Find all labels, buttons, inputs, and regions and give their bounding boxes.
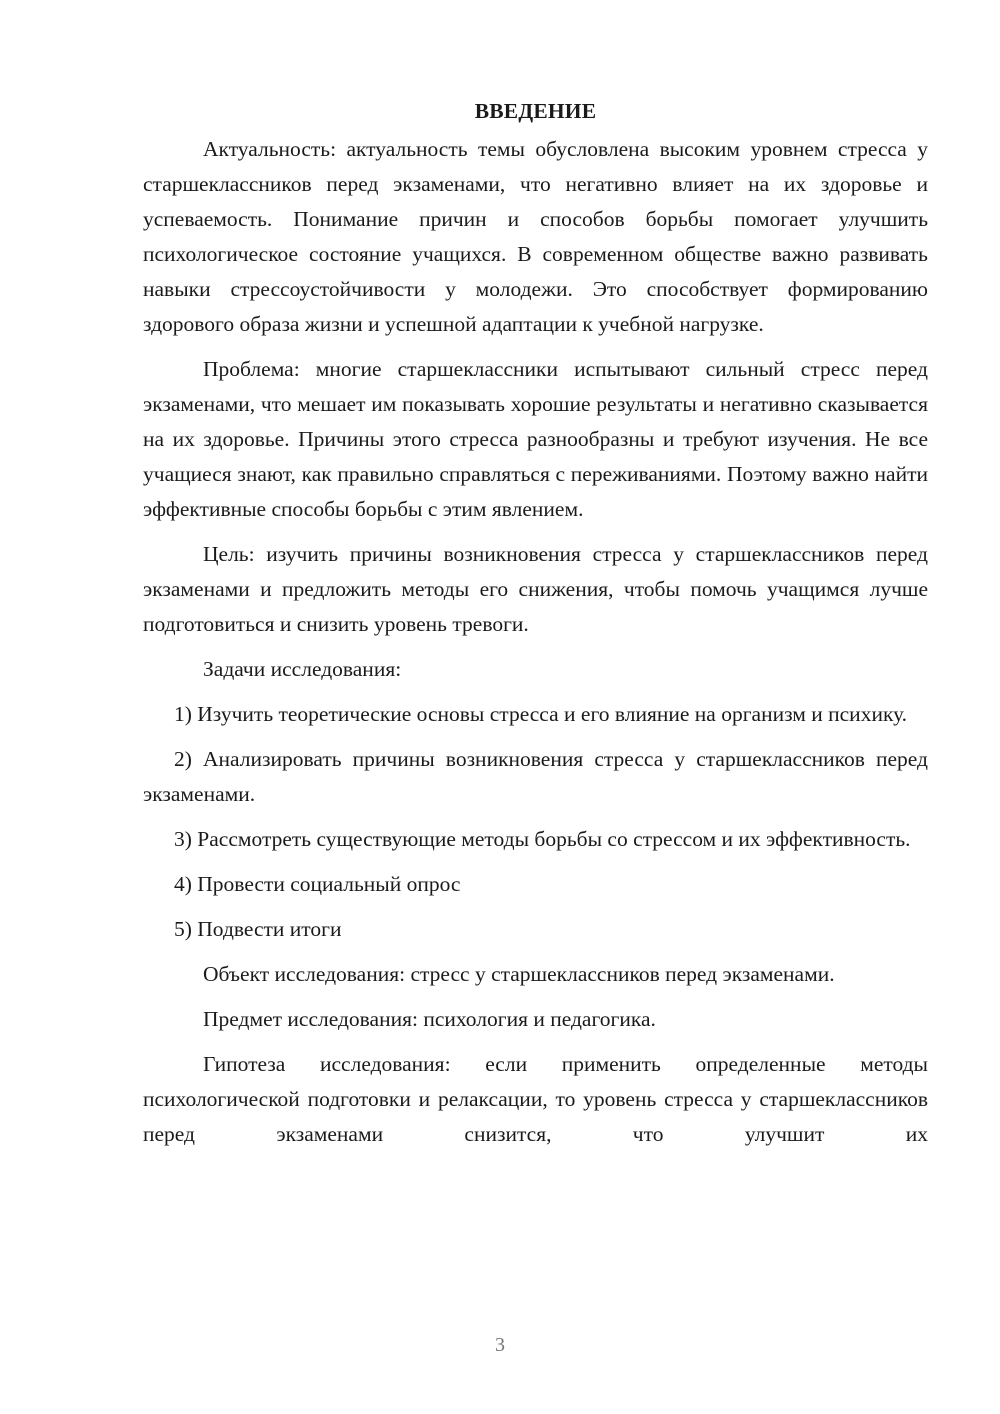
page-content: [143, 94, 928, 1162]
task-item-2: 2) Анализировать причины возникновения стресса у старшеклассников перед экзаменами.: [143, 747, 928, 806]
relevance-paragraph: Актуальность: актуальность темы обусловлена высоким уровнем стресса у старшеклассников перед экзаменами, что негативно влияет на их здоровье и успеваемость. Понимание причин и способов борьбы помогает улучшить психологическое состояние учащихся. В современном обществе важно развивать навыки стрессоустойчивости у молодежи. Это способствует формированию здорового образа жизни и успешной адаптации к учебной нагрузке.: [143, 137, 928, 336]
task-item-1: 1) Изучить теоретические основы стресса и его влияние на организм и психику.: [174, 702, 908, 726]
hypothesis-paragraph: Гипотеза исследования: если применить определенные методы психологической подготовки и релаксации, то уровень стресса у старшеклассников перед экзаменами снизится, что улучшит их: [143, 1052, 928, 1146]
object-paragraph: Объект исследования: стресс у старшеклассников перед экзаменами.: [203, 962, 835, 986]
page-number: 3: [495, 1334, 505, 1356]
subject-paragraph: Предмет исследования: психология и педагогика.: [203, 1007, 656, 1031]
problem-paragraph: Проблема: многие старшеклассники испытывают сильный стресс перед экзаменами, что мешает им показывать хорошие результаты и негативно сказывается на их здоровье. Причины этого стресса разнообразны и требуют изучения. Не все учащиеся знают, как правильно справляться с переживаниями. Поэтому важно найти эффективные способы борьбы с этим явлением.: [143, 357, 928, 521]
task-item-4: 4) Провести социальный опрос: [174, 872, 461, 896]
task-item-3: 3) Рассмотреть существующие методы борьбы со стрессом и их эффективность.: [174, 827, 911, 851]
task-item-5: 5) Подвести итоги: [174, 917, 342, 941]
page-title: ВВЕДЕНИЕ: [474, 99, 597, 123]
goal-paragraph: Цель: изучить причины возникновения стресса у старшеклассников перед экзаменами и предложить методы его снижения, чтобы помочь учащимся лучше подготовиться и снизить уровень тревоги.: [143, 542, 928, 636]
tasks-heading: Задачи исследования:: [203, 657, 402, 681]
